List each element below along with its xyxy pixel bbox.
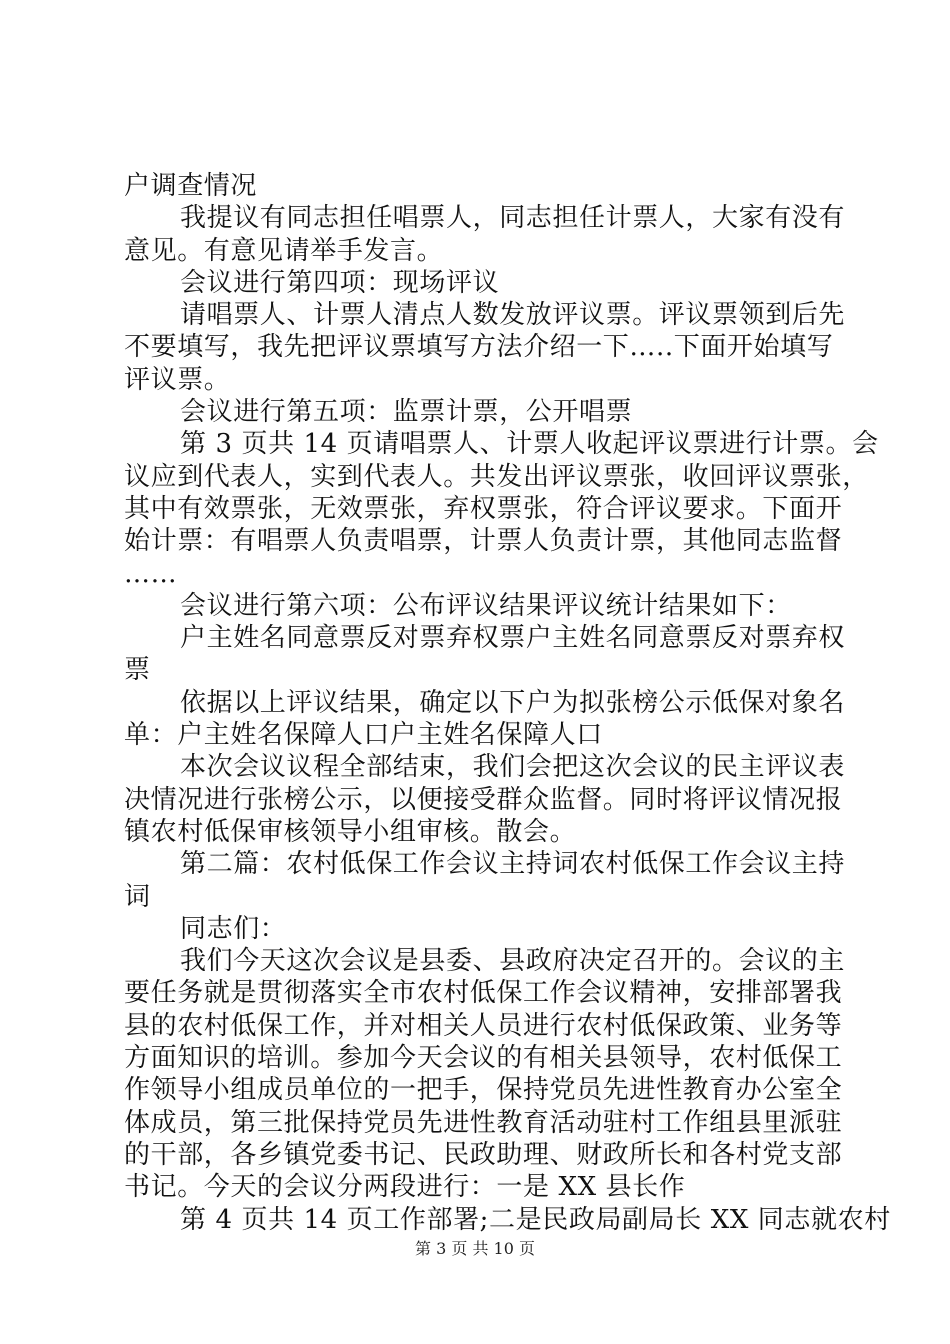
text-line: 同志们： — [180, 913, 287, 944]
text-line: 第 4 页共 14 页工作部署;二是民政局副局长 XX 同志就农村 — [180, 1204, 891, 1235]
text-line: 议应到代表人，实到代表人。共发出评议票张，收回评议票张， — [124, 461, 869, 492]
text-line: 方面知识的培训。参加今天会议的有相关县领导，农村低保工 — [124, 1043, 843, 1074]
text-line: 单：户主姓名保障人口户主姓名保障人口 — [124, 720, 603, 751]
text-line: 要任务就是贯彻落实全市农村低保工作会议精神，安排部署我 — [124, 978, 843, 1009]
text-line: 本次会议议程全部结束，我们会把这次会议的民主评议表 — [180, 752, 846, 783]
text-line: 票 — [124, 655, 151, 686]
text-line: 始计票：有唱票人负责唱票，计票人负责计票，其他同志监督 — [124, 526, 843, 557]
page-number-label: 第 3 页 共 10 页 — [415, 1239, 535, 1258]
text-line: 意见。有意见请举手发言。 — [124, 235, 444, 266]
text-line: 会议进行第四项：现场评议 — [180, 267, 500, 298]
text-line: 我提议有同志担任唱票人，同志担任计票人，大家有没有 — [180, 203, 846, 234]
text-line: 依据以上评议结果，确定以下户为拟张榜公示低保对象名 — [180, 687, 846, 718]
text-line: 书记。今天的会议分两段进行：一是 XX 县长作 — [124, 1172, 686, 1203]
text-line: 词 — [124, 881, 151, 912]
text-line: 第二篇：农村低保工作会议主持词农村低保工作会议主持 — [180, 849, 846, 880]
text-line: 户主姓名同意票反对票弃权票户主姓名同意票反对票弃权 — [180, 623, 846, 654]
text-line: 评议票。 — [124, 364, 231, 395]
page-footer — [0, 1239, 950, 1259]
text-line: 决情况进行张榜公示，以便接受群众监督。同时将评议情况报 — [124, 784, 843, 815]
text-line: 会议进行第六项：公布评议结果评议统计结果如下： — [180, 590, 792, 621]
text-line: 请唱票人、计票人清点人数发放评议票。评议票领到后先 — [180, 300, 846, 331]
text-line: 第 3 页共 14 页请唱票人、计票人收起评议票进行计票。会 — [180, 429, 879, 460]
text-line: 其中有效票张，无效票张，弃权票张，符合评议要求。下面开 — [124, 493, 843, 524]
text-line: …… — [124, 558, 178, 589]
text-line: 户调查情况 — [124, 171, 258, 201]
text-line: 不要填写，我先把评议票填写方法介绍一下…..下面开始填写 — [124, 332, 834, 363]
text-line: 作领导小组成员单位的一把手，保持党员先进性教育办公室全 — [124, 1075, 843, 1106]
text-line: 我们今天这次会议是县委、县政府决定召开的。会议的主 — [180, 946, 846, 977]
text-line: 会议进行第五项：监票计票，公开唱票 — [180, 397, 633, 428]
document-body — [124, 170, 891, 1236]
text-line: 镇农村低保审核领导小组审核。散会。 — [124, 816, 577, 847]
text-line: 县的农村低保工作，并对相关人员进行农村低保政策、业务等 — [124, 1010, 843, 1041]
text-line: 的干部，各乡镇党委书记、民政助理、财政所长和各村党支部 — [124, 1139, 843, 1170]
text-line: 体成员，第三批保持党员先进性教育活动驻村工作组县里派驻 — [124, 1107, 843, 1138]
